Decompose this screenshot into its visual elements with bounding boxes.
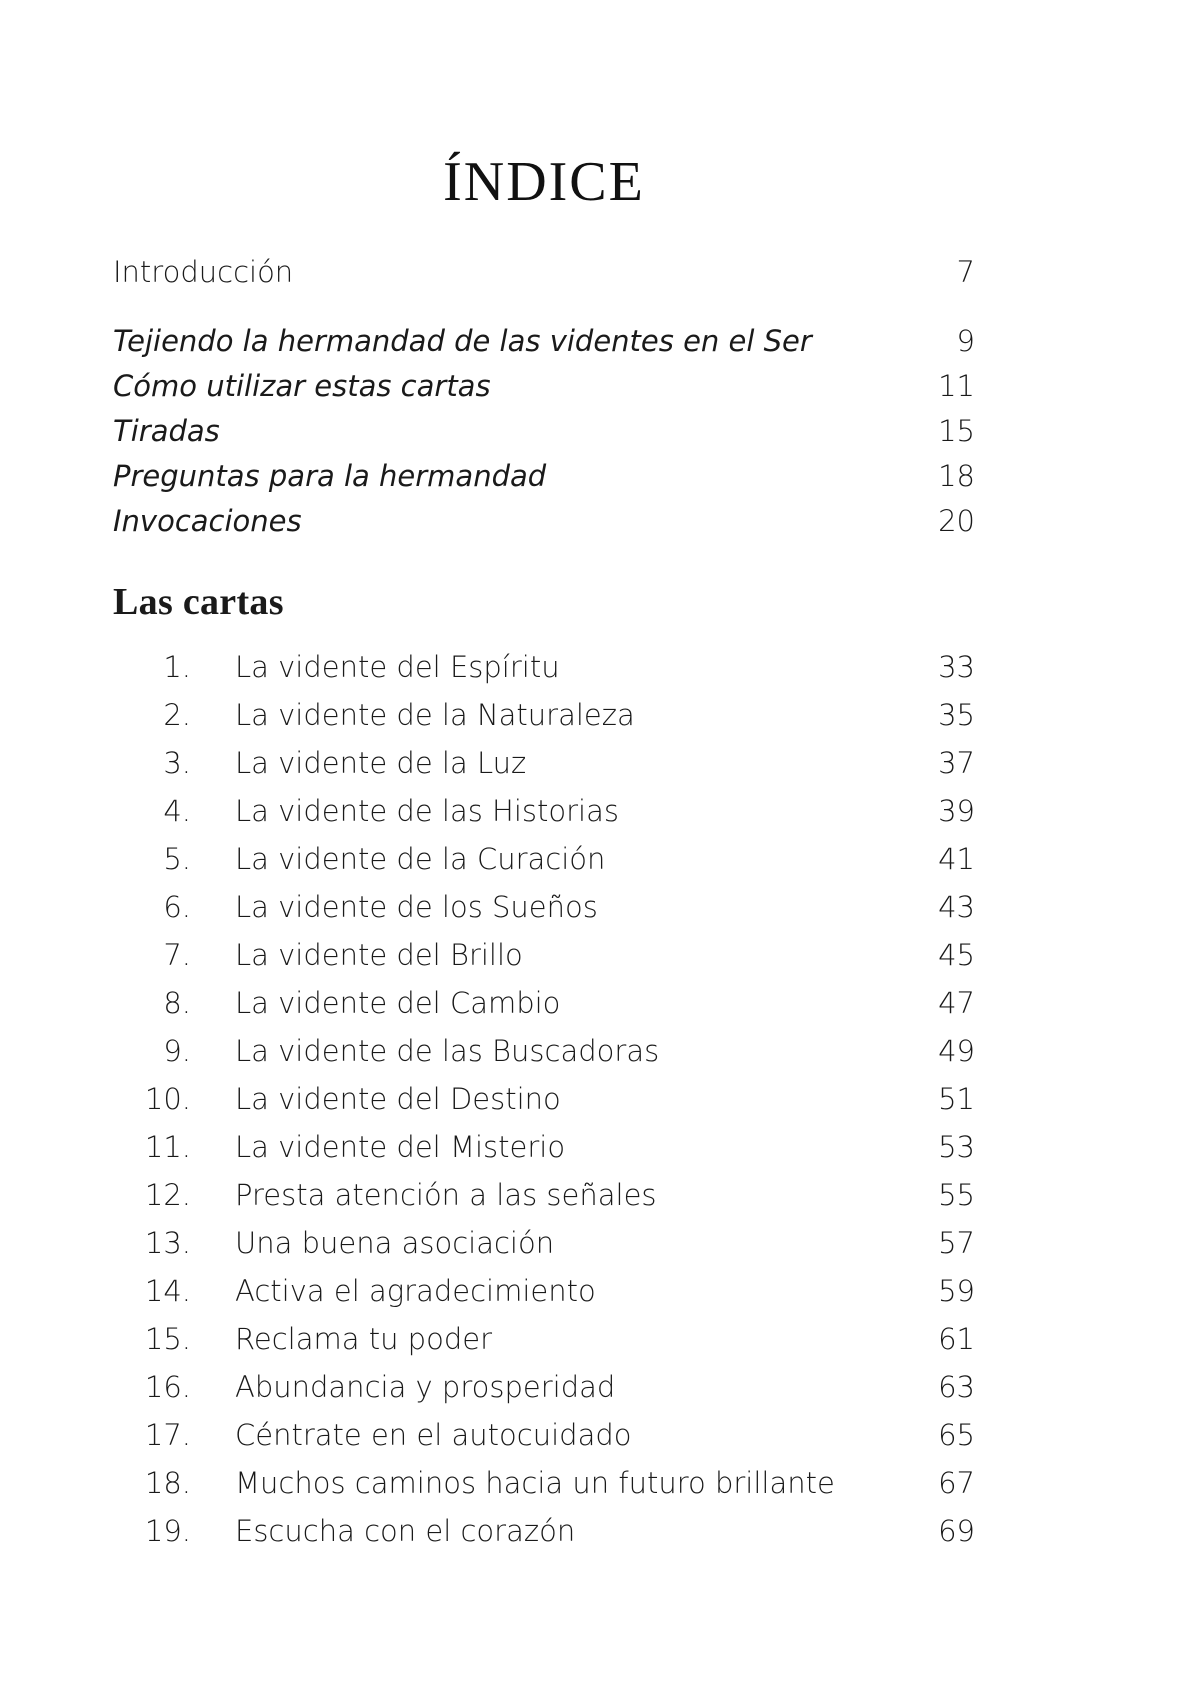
card-page: 65 — [938, 1418, 975, 1452]
toc-entry-label: Tejiendo la hermandad de las videntes en el Ser — [113, 324, 812, 358]
toc-entry[interactable] — [113, 414, 975, 448]
card-title: Muchos caminos hacia un futuro brillante — [235, 1466, 835, 1500]
card-page: 61 — [938, 1322, 975, 1356]
toc-entry-label: Introducción — [113, 255, 294, 289]
card-entry[interactable] — [129, 1370, 975, 1404]
card-entry[interactable] — [129, 1514, 975, 1548]
card-page: 53 — [938, 1130, 975, 1164]
card-number: 19. — [144, 1514, 191, 1548]
card-title: La vidente de los Sueños — [235, 890, 598, 924]
card-entry[interactable] — [129, 842, 975, 876]
card-title: La vidente de la Naturaleza — [235, 698, 635, 732]
toc-entry[interactable] — [113, 459, 975, 493]
card-title: La vidente del Cambio — [235, 986, 561, 1020]
card-title: Una buena asociación — [235, 1226, 555, 1260]
card-entry[interactable] — [129, 1082, 975, 1116]
toc-entry-page: 11 — [938, 369, 975, 403]
card-number: 16. — [144, 1370, 191, 1404]
card-title: La vidente del Misterio — [235, 1130, 566, 1164]
toc-entry-label: Tiradas — [113, 414, 220, 448]
front-matter-list — [113, 255, 975, 538]
card-number: 3. — [163, 746, 191, 780]
card-entry[interactable] — [129, 1466, 975, 1500]
card-page: 51 — [938, 1082, 975, 1116]
card-number: 18. — [144, 1466, 191, 1500]
card-title: La vidente del Espíritu — [235, 650, 560, 684]
card-entry[interactable] — [129, 1178, 975, 1212]
card-title: Escucha con el corazón — [235, 1514, 576, 1548]
card-number: 17. — [144, 1418, 191, 1452]
cards-list — [129, 650, 975, 1548]
card-entry[interactable] — [129, 1322, 975, 1356]
toc-entry-page: 9 — [956, 324, 975, 358]
card-entry[interactable] — [129, 938, 975, 972]
card-entry[interactable] — [129, 1034, 975, 1068]
page-title: ÍNDICE — [443, 151, 645, 213]
card-page: 43 — [938, 890, 975, 924]
card-number: 13. — [144, 1226, 191, 1260]
toc-entry-label: Cómo utilizar estas cartas — [113, 369, 491, 403]
card-title: Presta atención a las señales — [235, 1178, 657, 1212]
card-page: 47 — [938, 986, 975, 1020]
card-page: 59 — [938, 1274, 975, 1308]
toc-entry[interactable] — [113, 504, 975, 538]
card-title: La vidente del Brillo — [235, 938, 523, 972]
card-entry[interactable] — [129, 986, 975, 1020]
toc-entry-page: 15 — [938, 414, 975, 448]
card-entry[interactable] — [129, 698, 975, 732]
card-title: Reclama tu poder — [235, 1322, 492, 1356]
card-title: La vidente de la Luz — [235, 746, 527, 780]
card-page: 57 — [938, 1226, 975, 1260]
card-number: 11. — [144, 1130, 191, 1164]
card-entry[interactable] — [129, 890, 975, 924]
card-entry[interactable] — [129, 1418, 975, 1452]
front-matter-entries — [113, 324, 975, 538]
card-number: 1. — [163, 650, 191, 684]
toc-entry[interactable] — [113, 324, 975, 358]
card-page: 63 — [938, 1370, 975, 1404]
card-title: Abundancia y prosperidad — [235, 1370, 616, 1404]
card-entry[interactable] — [129, 1130, 975, 1164]
card-page: 45 — [938, 938, 975, 972]
card-title: Activa el agradecimiento — [235, 1274, 596, 1308]
card-number: 14. — [144, 1274, 191, 1308]
card-title: Céntrate en el autocuidado — [235, 1418, 632, 1452]
card-title: La vidente de la Curación — [235, 842, 606, 876]
toc-entry[interactable] — [113, 369, 975, 403]
card-title: La vidente del Destino — [235, 1082, 561, 1116]
card-page: 67 — [938, 1466, 975, 1500]
card-entry[interactable] — [129, 794, 975, 828]
card-number: 6. — [163, 890, 191, 924]
card-page: 33 — [938, 650, 975, 684]
toc-entry-page: 20 — [938, 504, 975, 538]
card-number: 8. — [163, 986, 191, 1020]
card-entry[interactable] — [129, 1274, 975, 1308]
toc-entry-introduccion[interactable] — [113, 255, 975, 289]
card-number: 7. — [163, 938, 191, 972]
card-page: 39 — [938, 794, 975, 828]
card-page: 41 — [938, 842, 975, 876]
card-entry[interactable] — [129, 746, 975, 780]
card-number: 12. — [144, 1178, 191, 1212]
toc-entry-label: Preguntas para la hermandad — [113, 459, 547, 493]
card-number: 4. — [163, 794, 191, 828]
toc-entry-page: 7 — [956, 255, 975, 289]
toc-entry-label: Invocaciones — [113, 504, 302, 538]
card-title: La vidente de las Historias — [235, 794, 619, 828]
section-heading-las-cartas: Las cartas — [113, 581, 284, 623]
card-number: 2. — [163, 698, 191, 732]
card-number: 10. — [144, 1082, 191, 1116]
card-page: 55 — [938, 1178, 975, 1212]
card-number: 9. — [163, 1034, 191, 1068]
card-page: 35 — [938, 698, 975, 732]
card-entry[interactable] — [129, 650, 975, 684]
card-page: 49 — [938, 1034, 975, 1068]
card-page: 69 — [938, 1514, 975, 1548]
card-page: 37 — [938, 746, 975, 780]
toc-entry-page: 18 — [938, 459, 975, 493]
card-number: 15. — [144, 1322, 191, 1356]
card-number: 5. — [163, 842, 191, 876]
card-entry[interactable] — [129, 1226, 975, 1260]
card-title: La vidente de las Buscadoras — [235, 1034, 660, 1068]
